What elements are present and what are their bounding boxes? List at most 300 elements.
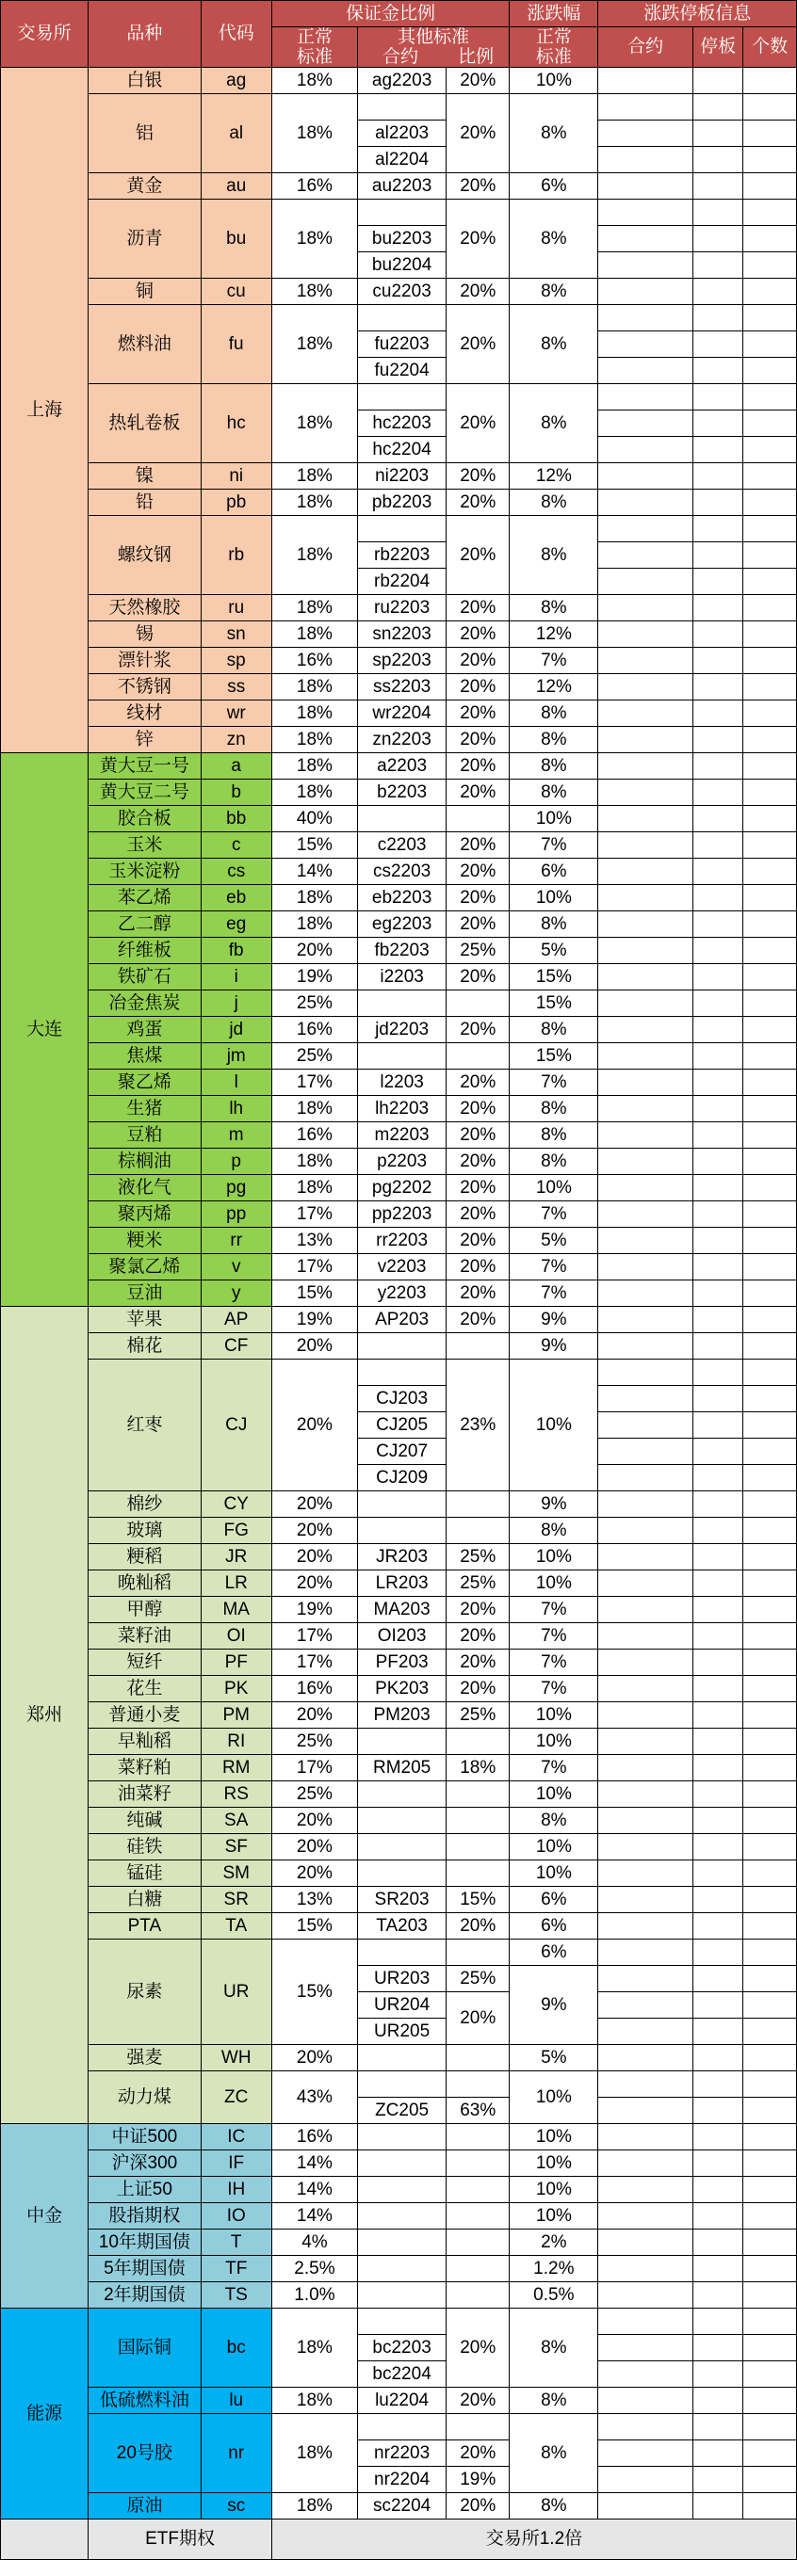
limit-info-contract-cell <box>598 1755 693 1781</box>
other-ratio-cell: 20% <box>447 305 510 384</box>
normal-margin-cell: 4% <box>271 2230 357 2256</box>
variety-cell: 短纤 <box>89 1650 201 1676</box>
limit-info-count-cell <box>743 1702 797 1729</box>
variety-cell: 强麦 <box>89 2045 201 2071</box>
table-row <box>1 859 797 885</box>
code-cell: IH <box>201 2177 271 2203</box>
limit-normal-cell: 8% <box>510 1808 598 1834</box>
other-ratio-cell: 20% <box>447 964 510 990</box>
other-ratio-cell: 20% <box>447 700 510 727</box>
other-contract-cell: fu2204 <box>357 358 446 384</box>
limit-info-contract-cell <box>598 305 693 331</box>
other-contract-cell <box>357 1518 446 1544</box>
limit-info-contract-cell <box>598 1254 693 1280</box>
table-row <box>1 1597 797 1623</box>
normal-margin-cell: 20% <box>271 938 357 964</box>
table-row <box>1 2388 797 2414</box>
table-row <box>1 595 797 621</box>
limit-info-halt-cell <box>692 2071 742 2098</box>
limit-info-contract-cell <box>598 68 693 94</box>
code-cell: rb <box>201 516 271 595</box>
variety-cell: 苹果 <box>89 1307 201 1333</box>
limit-info-contract-cell <box>598 1860 693 1887</box>
other-contract-cell <box>357 1808 446 1834</box>
exchange-cell: 能源 <box>1 2309 89 2520</box>
code-cell: CF <box>201 1333 271 1360</box>
code-cell: pb <box>201 490 271 516</box>
other-contract-cell: y2203 <box>357 1280 446 1307</box>
limit-info-contract-cell <box>598 1887 693 1913</box>
normal-margin-cell: 20% <box>271 1544 357 1570</box>
limit-info-halt-cell <box>692 1096 742 1122</box>
limit-info-count-cell <box>743 1887 797 1913</box>
other-contract-cell: wr2204 <box>357 700 446 727</box>
other-ratio-cell <box>447 2230 510 2256</box>
limit-info-count-cell <box>743 1333 797 1360</box>
limit-info-halt-cell <box>692 2440 742 2467</box>
limit-normal-cell: 7% <box>510 1623 598 1650</box>
other-ratio-cell <box>447 2203 510 2230</box>
other-contract-cell: al2204 <box>357 147 446 173</box>
limit-normal-cell: 1.2% <box>510 2256 598 2282</box>
normal-margin-cell: 16% <box>271 173 357 200</box>
limit-normal-cell: 7% <box>510 1280 598 1307</box>
code-cell: p <box>201 1149 271 1175</box>
other-ratio-cell <box>447 1781 510 1808</box>
limit-info-halt-cell <box>692 1887 742 1913</box>
other-ratio-cell: 20% <box>447 727 510 753</box>
limit-info-halt-cell <box>692 1940 742 1966</box>
other-contract-cell: ru2203 <box>357 595 446 621</box>
limit-info-contract-cell <box>598 1913 693 1940</box>
limit-info-count-cell <box>743 648 797 674</box>
normal-margin-cell: 15% <box>271 1913 357 1940</box>
limit-info-contract-cell <box>598 700 693 727</box>
normal-margin-cell: 18% <box>271 68 357 94</box>
code-cell: WH <box>201 2045 271 2071</box>
other-contract-cell: al2203 <box>357 121 446 147</box>
other-ratio-cell: 23% <box>447 1360 510 1491</box>
table-row <box>1 2124 797 2150</box>
other-ratio-cell <box>447 990 510 1017</box>
normal-margin-cell: 1.0% <box>271 2282 357 2309</box>
normal-margin-cell: 20% <box>271 1518 357 1544</box>
table-row <box>1 516 797 542</box>
other-contract-cell: a2203 <box>357 753 446 780</box>
header-li-halt: 停板 <box>692 27 742 68</box>
limit-info-contract-cell <box>598 1966 693 1992</box>
table-row <box>1 780 797 806</box>
variety-cell: 聚丙烯 <box>89 1201 201 1228</box>
limit-info-halt-cell <box>692 490 742 516</box>
normal-margin-cell: 25% <box>271 1729 357 1755</box>
limit-info-count-cell <box>743 1992 797 2019</box>
normal-margin-cell: 19% <box>271 964 357 990</box>
normal-margin-cell: 13% <box>271 1228 357 1254</box>
other-ratio-cell: 20% <box>447 516 510 595</box>
limit-info-contract-cell <box>598 1307 693 1333</box>
limit-info-contract-cell <box>598 1650 693 1676</box>
limit-info-contract-cell <box>598 1280 693 1307</box>
normal-margin-cell: 20% <box>271 1808 357 1834</box>
other-contract-cell: UR205 <box>357 2019 446 2045</box>
exchange-cell: 中金 <box>1 2124 89 2309</box>
table-row <box>1 806 797 832</box>
limit-normal-cell: 10% <box>510 1729 598 1755</box>
limit-info-halt-cell <box>692 1755 742 1781</box>
limit-info-halt-cell <box>692 1860 742 1887</box>
other-contract-cell: pp2203 <box>357 1201 446 1228</box>
table-row <box>1 1254 797 1280</box>
code-cell: ru <box>201 595 271 621</box>
code-cell: PM <box>201 1702 271 1729</box>
other-ratio-cell: 19% <box>447 2467 510 2493</box>
normal-margin-cell: 18% <box>271 305 357 384</box>
limit-normal-cell: 9% <box>510 1333 598 1360</box>
limit-normal-cell: 10% <box>510 806 598 832</box>
variety-cell: 尿素 <box>89 1940 201 2045</box>
other-ratio-cell <box>447 2414 510 2440</box>
limit-info-contract-cell <box>598 1465 693 1491</box>
other-ratio-cell: 20% <box>447 648 510 674</box>
limit-info-contract-cell <box>598 1940 693 1966</box>
normal-margin-cell: 18% <box>271 621 357 648</box>
limit-info-count-cell <box>743 1650 797 1676</box>
header-variety: 品种 <box>89 1 201 68</box>
other-ratio-cell: 20% <box>447 1307 510 1333</box>
limit-info-contract-cell <box>598 1439 693 1465</box>
other-ratio-cell: 18% <box>447 1755 510 1781</box>
table-row <box>1 1702 797 1729</box>
other-ratio-cell: 20% <box>447 1201 510 1228</box>
limit-info-contract-cell <box>598 2467 693 2493</box>
limit-info-count-cell <box>743 2388 797 2414</box>
other-contract-cell: UR204 <box>357 1992 446 2019</box>
variety-cell: 动力煤 <box>89 2071 201 2124</box>
limit-info-halt-cell <box>692 1570 742 1597</box>
limit-info-halt-cell <box>692 2019 742 2045</box>
normal-margin-cell: 19% <box>271 1307 357 1333</box>
variety-cell: 铁矿石 <box>89 964 201 990</box>
limit-info-halt-cell <box>692 2309 742 2335</box>
limit-normal-cell: 10% <box>510 2150 598 2177</box>
limit-info-count-cell <box>743 226 797 252</box>
limit-info-halt-cell <box>692 542 742 569</box>
code-cell: nr <box>201 2414 271 2493</box>
other-contract-cell: sp2203 <box>357 648 446 674</box>
normal-margin-cell: 17% <box>271 1070 357 1096</box>
normal-margin-cell: 14% <box>271 859 357 885</box>
code-cell: jm <box>201 1043 271 1070</box>
limit-info-halt-cell <box>692 1333 742 1360</box>
header-limit-group: 涨跌幅 <box>510 1 598 27</box>
exchange-cell: 大连 <box>1 753 89 1307</box>
limit-info-count-cell <box>743 1676 797 1702</box>
code-cell: au <box>201 173 271 200</box>
other-ratio-cell: 20% <box>447 68 510 94</box>
limit-info-count-cell <box>743 2203 797 2230</box>
other-ratio-cell <box>447 1940 510 1966</box>
normal-margin-cell: 20% <box>271 1834 357 1860</box>
other-contract-cell: fb2203 <box>357 938 446 964</box>
normal-margin-cell: 18% <box>271 2414 357 2493</box>
normal-margin-cell: 43% <box>271 2071 357 2124</box>
limit-normal-cell: 8% <box>510 200 598 279</box>
limit-info-halt-cell <box>692 279 742 305</box>
limit-normal-cell: 8% <box>510 305 598 384</box>
limit-normal-cell: 6% <box>510 1887 598 1913</box>
variety-cell: 聚氯乙烯 <box>89 1254 201 1280</box>
limit-normal-cell: 8% <box>510 2388 598 2414</box>
table-row <box>1 1070 797 1096</box>
limit-info-count-cell <box>743 1491 797 1518</box>
other-contract-cell: pg2202 <box>357 1175 446 1201</box>
limit-info-halt-cell <box>692 1043 742 1070</box>
other-ratio-cell <box>447 1043 510 1070</box>
limit-info-contract-cell <box>598 2256 693 2282</box>
table-row <box>1 1043 797 1070</box>
limit-info-count-cell <box>743 2493 797 2520</box>
limit-info-halt-cell <box>692 384 742 411</box>
limit-info-count-cell <box>743 542 797 569</box>
code-cell: rr <box>201 1228 271 1254</box>
limit-info-halt-cell <box>692 173 742 200</box>
other-ratio-cell <box>447 2045 510 2071</box>
limit-info-halt-cell <box>692 1623 742 1650</box>
limit-info-contract-cell <box>598 463 693 490</box>
code-cell: ZC <box>201 2071 271 2124</box>
limit-info-halt-cell <box>692 1149 742 1175</box>
limit-info-halt-cell <box>692 1280 742 1307</box>
other-contract-cell <box>357 1834 446 1860</box>
limit-info-contract-cell <box>598 1702 693 1729</box>
code-cell: m <box>201 1122 271 1149</box>
limit-info-halt-cell <box>692 1439 742 1465</box>
limit-info-contract-cell <box>598 1043 693 1070</box>
other-contract-cell: OI203 <box>357 1623 446 1650</box>
limit-info-contract-cell <box>598 1070 693 1096</box>
code-cell: bc <box>201 2309 271 2388</box>
variety-cell: 油菜籽 <box>89 1781 201 1808</box>
other-ratio-cell: 20% <box>447 94 510 173</box>
table-row <box>1 1333 797 1360</box>
other-ratio-cell: 25% <box>447 1544 510 1570</box>
normal-margin-cell: 20% <box>271 1860 357 1887</box>
other-contract-cell: rb2204 <box>357 569 446 595</box>
limit-info-contract-cell <box>598 595 693 621</box>
normal-margin-cell: 17% <box>271 1755 357 1781</box>
limit-info-halt-cell <box>692 2361 742 2388</box>
limit-info-halt-cell <box>692 1781 742 1808</box>
limit-info-count-cell <box>743 516 797 542</box>
other-contract-cell: hc2203 <box>357 411 446 437</box>
limit-info-contract-cell <box>598 859 693 885</box>
table-row <box>1 1755 797 1781</box>
other-ratio-cell <box>447 1333 510 1360</box>
variety-cell: 甲醇 <box>89 1597 201 1623</box>
variety-cell: 锡 <box>89 621 201 648</box>
variety-cell: 豆粕 <box>89 1122 201 1149</box>
other-contract-cell <box>357 990 446 1017</box>
code-cell: IO <box>201 2203 271 2230</box>
variety-cell: 黄金 <box>89 173 201 200</box>
other-ratio-cell: 20% <box>447 1254 510 1280</box>
variety-cell: 国际铜 <box>89 2309 201 2388</box>
limit-normal-cell: 12% <box>510 674 598 700</box>
limit-info-contract-cell <box>598 2414 693 2440</box>
variety-cell: 菜籽粕 <box>89 1755 201 1781</box>
code-cell: SF <box>201 1834 271 1860</box>
other-contract-cell <box>357 2282 446 2309</box>
normal-margin-cell: 18% <box>271 200 357 279</box>
variety-cell: 白银 <box>89 68 201 94</box>
limit-normal-cell: 12% <box>510 463 598 490</box>
variety-cell: 焦煤 <box>89 1043 201 1070</box>
other-ratio-cell: 20% <box>447 200 510 279</box>
normal-margin-cell: 18% <box>271 1175 357 1201</box>
variety-cell: 生猪 <box>89 1096 201 1122</box>
limit-info-contract-cell <box>598 1518 693 1544</box>
limit-info-halt-cell <box>692 1491 742 1518</box>
table-row <box>1 1808 797 1834</box>
limit-info-halt-cell <box>692 1070 742 1096</box>
normal-margin-cell: 14% <box>271 2203 357 2230</box>
limit-info-count-cell <box>743 1122 797 1149</box>
normal-margin-cell: 20% <box>271 1570 357 1597</box>
other-contract-cell <box>357 1781 446 1808</box>
limit-info-contract-cell <box>598 727 693 753</box>
code-cell: T <box>201 2230 271 2256</box>
other-contract-cell: eb2203 <box>357 885 446 911</box>
limit-info-count-cell <box>743 1940 797 1966</box>
other-ratio-cell: 20% <box>447 1913 510 1940</box>
table-row <box>1 911 797 938</box>
limit-info-halt-cell <box>692 2098 742 2124</box>
limit-info-count-cell <box>743 2440 797 2467</box>
limit-info-contract-cell <box>598 1386 693 1412</box>
limit-info-count-cell <box>743 1280 797 1307</box>
limit-info-halt-cell <box>692 885 742 911</box>
other-ratio-cell: 25% <box>447 1702 510 1729</box>
limit-info-contract-cell <box>598 2150 693 2177</box>
limit-info-contract-cell <box>598 2335 693 2361</box>
other-ratio-cell: 25% <box>447 1966 510 1992</box>
limit-info-count-cell <box>743 1307 797 1333</box>
limit-info-halt-cell <box>692 1650 742 1676</box>
code-cell: sn <box>201 621 271 648</box>
limit-info-contract-cell <box>598 1992 693 2019</box>
limit-info-contract-cell <box>598 252 693 279</box>
limit-info-count-cell <box>743 2045 797 2071</box>
table-row <box>1 1175 797 1201</box>
code-cell: PF <box>201 1650 271 1676</box>
limit-info-count-cell <box>743 569 797 595</box>
code-cell: SA <box>201 1808 271 1834</box>
other-contract-cell <box>357 2071 446 2098</box>
limit-info-contract-cell <box>598 938 693 964</box>
limit-info-count-cell <box>743 2230 797 2256</box>
code-cell: SM <box>201 1860 271 1887</box>
other-ratio-cell: 25% <box>447 1570 510 1597</box>
other-contract-cell: jd2203 <box>357 1017 446 1043</box>
limit-info-count-cell <box>743 2150 797 2177</box>
other-contract-cell: sn2203 <box>357 621 446 648</box>
limit-info-halt-cell <box>692 1201 742 1228</box>
limit-info-halt-cell <box>692 2467 742 2493</box>
variety-cell: 黄大豆一号 <box>89 753 201 780</box>
code-cell: CY <box>201 1491 271 1518</box>
code-cell: AP <box>201 1307 271 1333</box>
limit-info-contract-cell <box>598 1149 693 1175</box>
limit-normal-cell: 8% <box>510 911 598 938</box>
limit-normal-cell: 5% <box>510 938 598 964</box>
normal-margin-cell: 18% <box>271 753 357 780</box>
limit-info-halt-cell <box>692 1992 742 2019</box>
code-cell: jd <box>201 1017 271 1043</box>
other-ratio-cell: 20% <box>447 911 510 938</box>
other-contract-cell <box>357 2177 446 2203</box>
limit-info-halt-cell <box>692 1966 742 1992</box>
limit-info-contract-cell <box>598 1729 693 1755</box>
code-cell: RM <box>201 1755 271 1781</box>
normal-margin-cell: 18% <box>271 2388 357 2414</box>
limit-info-count-cell <box>743 2282 797 2309</box>
table-row <box>1 490 797 516</box>
limit-info-count-cell <box>743 1729 797 1755</box>
other-contract-cell <box>357 2309 446 2335</box>
limit-info-contract-cell <box>598 1122 693 1149</box>
other-ratio-cell <box>447 1491 510 1518</box>
variety-cell: 铝 <box>89 94 201 173</box>
variety-cell: 螺纹钢 <box>89 516 201 595</box>
normal-margin-cell: 18% <box>271 911 357 938</box>
limit-info-halt-cell <box>692 358 742 384</box>
limit-info-contract-cell <box>598 1017 693 1043</box>
limit-info-count-cell <box>743 121 797 147</box>
limit-info-count-cell <box>743 1175 797 1201</box>
table-row <box>1 279 797 305</box>
variety-cell: 锰硅 <box>89 1860 201 1887</box>
limit-info-halt-cell <box>692 2335 742 2361</box>
other-contract-cell <box>357 1491 446 1518</box>
table-row <box>1 1096 797 1122</box>
normal-margin-cell: 18% <box>271 2309 357 2388</box>
other-contract-cell: sc2204 <box>357 2493 446 2520</box>
header-other-std: 其他标准 <box>398 27 470 47</box>
limit-info-count-cell <box>743 1096 797 1122</box>
other-contract-cell <box>357 516 446 542</box>
table-row <box>1 2071 797 2098</box>
other-contract-cell <box>357 305 446 331</box>
limit-info-contract-cell <box>598 753 693 780</box>
limit-info-count-cell <box>743 437 797 463</box>
limit-info-contract-cell <box>598 331 693 358</box>
header-li-count: 个数 <box>743 27 797 68</box>
limit-info-halt-cell <box>692 964 742 990</box>
variety-cell: 玉米淀粉 <box>89 859 201 885</box>
table-row <box>1 885 797 911</box>
other-contract-cell: c2203 <box>357 832 446 859</box>
header-normal-bottom: 标准 <box>296 47 333 67</box>
limit-info-halt-cell <box>692 2124 742 2150</box>
limit-info-halt-cell <box>692 1122 742 1149</box>
variety-cell: 玉米 <box>89 832 201 859</box>
table-row <box>1 1491 797 1518</box>
limit-info-halt-cell <box>692 990 742 1017</box>
limit-info-count-cell <box>743 1439 797 1465</box>
other-contract-cell: PK203 <box>357 1676 446 1702</box>
table-row <box>1 1228 797 1254</box>
